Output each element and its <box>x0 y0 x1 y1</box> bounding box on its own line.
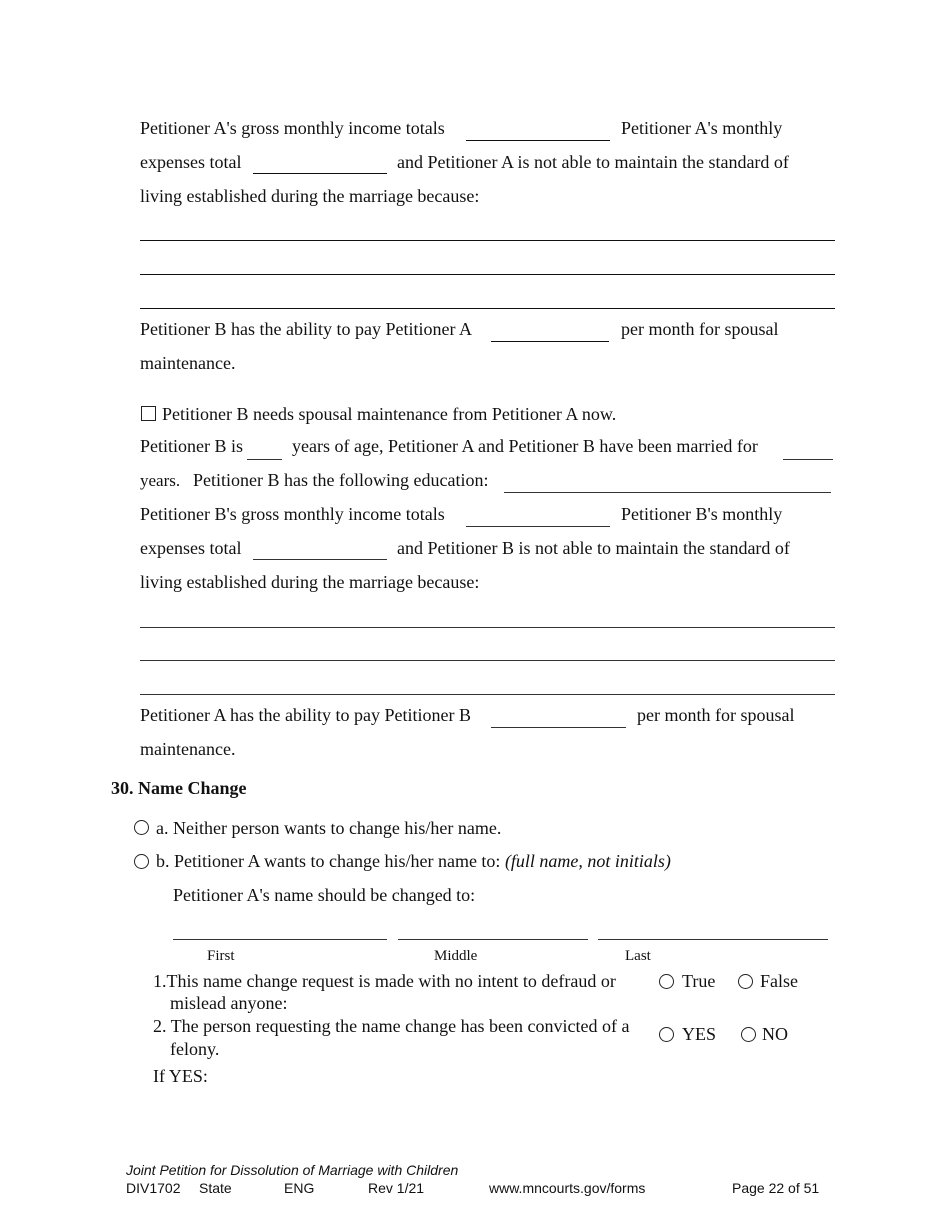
a-standard-label: and Petitioner A is not able to maintain the standard of <box>397 152 789 172</box>
b-maintenance-label: maintenance. <box>140 739 236 759</box>
b-needs-checkbox[interactable] <box>141 406 156 421</box>
option-b-text: b. Petitioner A wants to change his/her name to: <box>156 851 501 871</box>
footer-page-number: Page 22 of 51 <box>732 1180 820 1196</box>
b-pay-field[interactable] <box>491 727 626 728</box>
b-reason-line-2[interactable] <box>140 660 835 661</box>
q2-yes-label: YES <box>682 1024 717 1044</box>
b-needs-label: Petitioner B needs spousal maintenance from Petitioner A now. <box>162 404 617 424</box>
b-expenses-field[interactable] <box>253 559 387 560</box>
if-yes-label: If YES: <box>153 1066 208 1086</box>
a-expenses-label: expenses total <box>140 152 242 172</box>
a-living-label: living established during the marriage because: <box>140 186 480 206</box>
q1-true-label: True <box>682 971 716 991</box>
first-name-field[interactable] <box>173 939 387 940</box>
middle-name-field[interactable] <box>398 939 588 940</box>
q2-no-label: NO <box>762 1024 788 1044</box>
b-reason-line-3[interactable] <box>140 694 835 695</box>
b-reason-line-1[interactable] <box>140 627 835 628</box>
b-age-field[interactable] <box>247 459 282 460</box>
q2-line1: 2. The person requesting the name change has been convicted of a <box>153 1016 630 1036</box>
b-years-label: years. <box>140 471 181 490</box>
option-b-radio[interactable] <box>134 854 149 869</box>
b-married-years-field[interactable] <box>783 459 833 460</box>
changed-to-label: Petitioner A's name should be changed to: <box>173 885 476 905</box>
b-income-field[interactable] <box>466 526 610 527</box>
footer-jurisdiction: State <box>199 1180 232 1196</box>
a-expenses-field[interactable] <box>253 173 387 174</box>
middle-name-caption: Middle <box>434 948 478 964</box>
a-income-field[interactable] <box>466 140 610 141</box>
q1-line2: mislead anyone: <box>170 993 288 1013</box>
q2-line2: felony. <box>170 1039 220 1059</box>
b-education-field[interactable] <box>504 492 831 493</box>
b-standard-label: and Petitioner B is not able to maintain the standard of <box>397 538 790 558</box>
q1-true-radio[interactable] <box>659 974 674 989</box>
last-name-field[interactable] <box>598 939 828 940</box>
q2-no-radio[interactable] <box>741 1027 756 1042</box>
q2-yes-radio[interactable] <box>659 1027 674 1042</box>
a-monthly-label: Petitioner A's monthly <box>621 118 783 138</box>
b-age-label-1: Petitioner B is <box>140 436 243 456</box>
a-per-month-label: per month for spousal <box>621 319 779 339</box>
a-reason-line-2[interactable] <box>140 274 835 275</box>
option-a-radio[interactable] <box>134 820 149 835</box>
q1-line1: 1.This name change request is made with no intent to defraud or <box>153 971 616 991</box>
a-pay-label: Petitioner B has the ability to pay Petitioner A <box>140 319 472 339</box>
b-pay-label: Petitioner A has the ability to pay Petitioner B <box>140 705 471 725</box>
footer-language: ENG <box>284 1180 315 1196</box>
a-reason-line-1[interactable] <box>140 240 835 241</box>
b-education-label: Petitioner B has the following education: <box>193 470 489 490</box>
footer-title: Joint Petition for Dissolution of Marriage with Children <box>126 1162 459 1178</box>
a-maintenance-label: maintenance. <box>140 353 236 373</box>
b-monthly-label: Petitioner B's monthly <box>621 504 783 524</box>
option-a-label: a. Neither person wants to change his/her name. <box>156 818 502 838</box>
b-income-label: Petitioner B's gross monthly income totals <box>140 504 445 524</box>
q1-false-radio[interactable] <box>738 974 753 989</box>
footer-revision: Rev 1/21 <box>368 1180 425 1196</box>
b-expenses-label: expenses total <box>140 538 242 558</box>
b-living-label: living established during the marriage because: <box>140 572 480 592</box>
a-pay-field[interactable] <box>491 341 609 342</box>
name-change-heading: 30. Name Change <box>111 778 247 798</box>
b-per-month-label: per month for spousal <box>637 705 795 725</box>
option-b-note: (full name, not initials) <box>504 851 671 871</box>
footer-website[interactable]: www.mncourts.gov/forms <box>489 1180 646 1196</box>
q1-false-label: False <box>760 971 798 991</box>
footer-form-id: DIV1702 <box>126 1180 181 1196</box>
first-name-caption: First <box>207 948 235 964</box>
b-age-label-2: years of age, Petitioner A and Petitioner B have been married for <box>292 436 758 456</box>
a-reason-line-3[interactable] <box>140 308 835 309</box>
option-b-label <box>156 850 671 872</box>
last-name-caption: Last <box>625 948 651 964</box>
a-income-label: Petitioner A's gross monthly income totals <box>140 118 445 138</box>
